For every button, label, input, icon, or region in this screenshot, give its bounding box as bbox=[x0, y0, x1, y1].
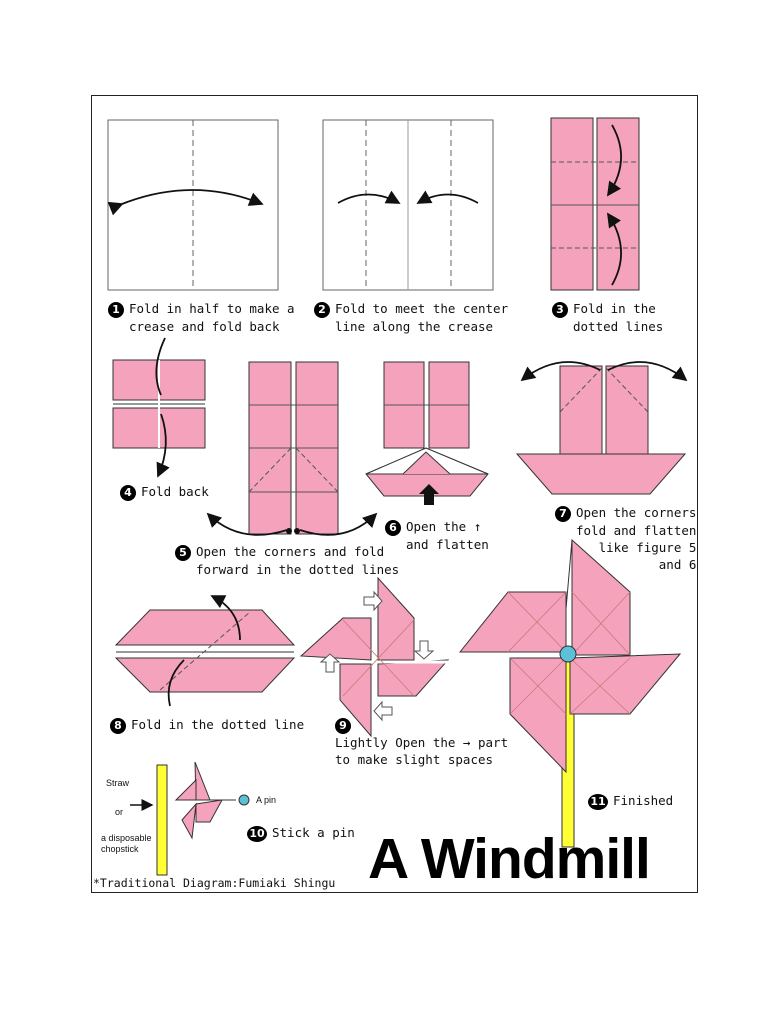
step-9-label: 9 Lightly Open the → part to make slight spaces bbox=[335, 719, 509, 767]
step-4-figure bbox=[113, 338, 205, 476]
step-5-figure bbox=[208, 362, 376, 535]
step-5-label: 5 Open the corners and fold forward in the dotted lines bbox=[175, 543, 399, 578]
or-label: or bbox=[115, 807, 124, 817]
straw-label: Straw bbox=[106, 778, 130, 788]
step-7-figure bbox=[517, 362, 686, 494]
step-10-figure bbox=[130, 762, 249, 875]
step-8-figure bbox=[116, 596, 294, 706]
step-2-label: 2 Fold to meet the center line along the crease bbox=[314, 300, 508, 335]
step-4-label: 4 Fold back bbox=[120, 483, 209, 501]
step-1-label: 1 Fold in half to make a crease and fold back bbox=[108, 300, 295, 335]
credit-text: *Traditional Diagram:Fumiaki Shingu bbox=[93, 876, 336, 890]
step-9-figure bbox=[301, 578, 448, 736]
step-6-label: 6 Open the ↑ and flatten bbox=[385, 518, 489, 553]
step-7-label: 7 Open the corners fold and flatten like figure 5 and 6 bbox=[555, 504, 696, 573]
step-11-label: 11 Finished bbox=[588, 792, 673, 810]
step-3-label: 3 Fold in the dotted lines bbox=[552, 300, 663, 335]
step-6-figure bbox=[366, 362, 488, 505]
chopstick-label-line-1: a disposable bbox=[101, 833, 152, 843]
chopstick-label-line-2: chopstick bbox=[101, 844, 139, 854]
diagram-title: A Windmill bbox=[368, 827, 650, 891]
step-1-figure bbox=[108, 120, 278, 290]
step-8-label: 8 Fold in the dotted line bbox=[110, 716, 304, 734]
step-3-figure bbox=[551, 118, 639, 290]
pin-label: A pin bbox=[256, 795, 277, 805]
step-2-figure bbox=[323, 120, 493, 290]
step-10-label: 10 Stick a pin bbox=[247, 824, 355, 842]
